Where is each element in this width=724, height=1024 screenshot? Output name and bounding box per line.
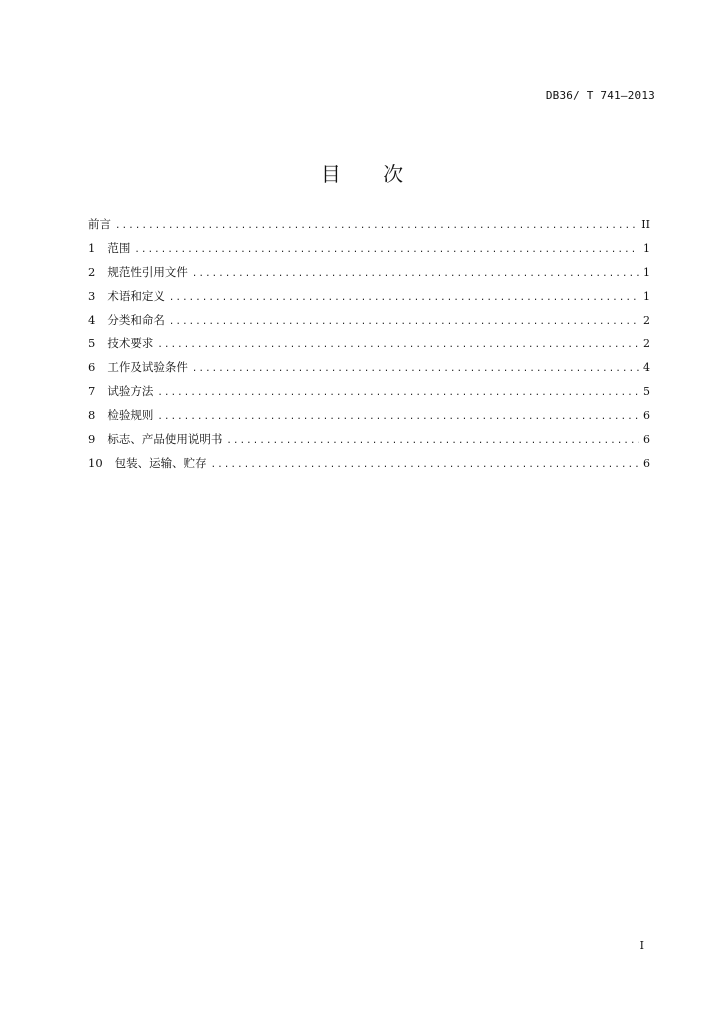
toc-entry-page: 2 [643,313,650,327]
toc-entry-number: 4 [88,312,96,327]
toc-entry-text: 包装、运输、贮存 [114,455,207,470]
toc-entry-text: 规范性引用文件 [107,264,188,279]
toc-entry-page: 4 [643,361,650,375]
toc-entry-page: II [641,218,650,231]
toc-entry-number: 8 [88,408,96,423]
toc-entry-3[interactable] [88,288,650,312]
toc-entry-page: 6 [643,456,650,470]
toc-entry-text: 检验规则 [107,408,154,423]
toc-leader-dots [226,436,639,446]
toc-entry-number: 9 [88,432,96,447]
toc-entry-6[interactable] [88,359,650,383]
toc-leader-dots [169,293,639,303]
table-of-contents [88,216,650,479]
toc-title: 目 次 [320,162,422,186]
toc-entry-number: 10 [88,455,103,470]
toc-entry-5[interactable] [88,335,650,359]
toc-entry-text: 术语和定义 [107,288,165,303]
toc-entry-text: 标志、产品使用说明书 [107,432,223,447]
document-code: DB36/ T 741—2013 [545,89,655,102]
toc-leader-dots [192,364,639,374]
toc-entry-7[interactable] [88,383,650,407]
toc-entry-number: 7 [88,384,96,399]
toc-entry-number: 5 [88,336,96,351]
toc-entry-foreword[interactable] [88,216,650,240]
toc-entry-number: 3 [88,288,96,303]
page-number: I [639,939,644,952]
toc-leader-dots [115,221,637,231]
toc-entry-10[interactable] [88,455,650,479]
toc-leader-dots [157,388,639,398]
toc-entry-4[interactable] [88,312,650,336]
toc-leader-dots [211,460,639,470]
toc-entry-page: 6 [643,409,650,423]
toc-entry-2[interactable] [88,264,650,288]
toc-entry-8[interactable] [88,407,650,431]
toc-leader-dots [192,269,639,279]
toc-entry-number: 6 [88,360,96,375]
toc-entry-number: 2 [88,264,96,279]
toc-entry-page: 5 [643,385,650,399]
toc-leader-dots [157,340,639,350]
toc-entry-page: 1 [643,265,650,279]
toc-entry-page: 6 [643,433,650,447]
toc-entry-page: 2 [643,337,650,351]
toc-leader-dots [134,245,639,255]
toc-entry-number: 1 [88,240,96,255]
toc-entry-text: 试验方法 [107,384,154,399]
toc-entry-text: 分类和命名 [107,312,165,327]
toc-entry-text: 工作及试验条件 [107,360,188,375]
toc-entry-text: 前言 [88,217,111,231]
toc-entry-text: 范围 [107,240,131,255]
toc-entry-page: 1 [643,289,650,303]
toc-entry-1[interactable] [88,240,650,264]
toc-entry-9[interactable] [88,431,650,455]
toc-entry-text: 技术要求 [107,336,154,351]
toc-entry-page: 1 [643,241,650,255]
toc-leader-dots [157,412,639,422]
toc-leader-dots [169,317,639,327]
